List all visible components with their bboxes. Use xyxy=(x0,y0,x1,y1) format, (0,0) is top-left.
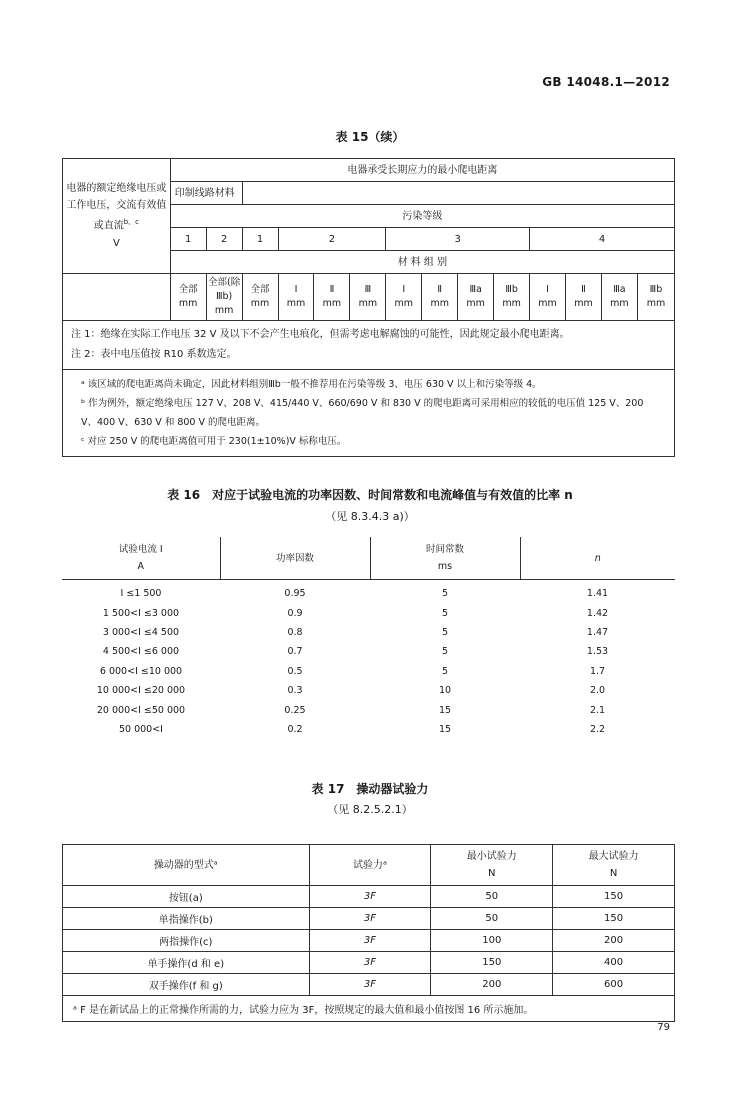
table17 xyxy=(62,844,675,1022)
header-power-factor: 功率因数 xyxy=(220,537,370,580)
table-row: 6 000<I ≤10 000 0.5 5 1.7 xyxy=(99,665,606,677)
table-row: 1 500<I ≤3 000 0.9 5 1.42 xyxy=(102,607,609,619)
pollution-level: 1 xyxy=(242,228,278,251)
table-row: 3 000<I ≤4 500 0.8 5 1.47 xyxy=(102,626,609,638)
footnote-b: ᵇ 作为例外，额定绝缘电压 127 V、208 V、415/440 V、660/690 V 和 830 V 的爬电距离可采用相应的较低的电压值 125 V、200 V、400 V、630 V 和 800 V 的爬电距离。 xyxy=(81,398,644,428)
creepage-main-header: 电器承受长期应力的最小爬电距离 xyxy=(170,159,674,182)
header-max-force: 最大试验力 N xyxy=(553,845,675,886)
pollution-level: 3 xyxy=(386,228,530,251)
table16 xyxy=(62,537,675,739)
pollution-level: 4 xyxy=(530,228,675,251)
material-col: Ⅰ mm xyxy=(386,274,422,321)
material-group-header: 材 料 组 别 xyxy=(170,251,674,274)
material-col: 全部(除Ⅲb) mm xyxy=(206,274,242,321)
header-ratio-n: n xyxy=(520,537,675,580)
header-test-force: 试验力ᵃ xyxy=(309,845,431,886)
pollution-level: 1 xyxy=(170,228,206,251)
footnote-c: ᶜ 对应 250 V 的爬电距离值可用于 230(1±10%)V 标称电压。 xyxy=(81,436,347,447)
footnote-a: ᵃ 该区域的爬电距离尚未确定，因此材料组别Ⅲb一般不推荐用在污染等级 3、电压 630 V 以上和污染等级 4。 xyxy=(81,379,542,390)
table-row: 按钮(a) 3F 50 150 xyxy=(63,886,675,908)
table-row: 50 000<I 0.2 15 2.2 xyxy=(118,723,606,735)
material-col: Ⅲb mm xyxy=(637,274,674,321)
header-time-constant: 时间常数 ms xyxy=(370,537,520,580)
material-col: Ⅲa mm xyxy=(458,274,494,321)
material-col: Ⅲb mm xyxy=(494,274,530,321)
table-row: 10 000<I ≤20 000 0.3 10 2.0 xyxy=(96,685,606,697)
table15-footnotes xyxy=(63,370,675,457)
header-current: 试验电流 I A xyxy=(62,537,220,580)
table17-footnote: ᵃ F 是在新试品上的正常操作所需的力，试验力应为 3F，按照规定的最大值和最小值按图 16 所示施加。 xyxy=(63,996,675,1022)
table15-notes xyxy=(63,321,675,370)
table-row: 单指操作(b) 3F 50 150 xyxy=(63,908,675,930)
header-min-force: 最小试验力 N xyxy=(431,845,553,886)
pollution-level: 2 xyxy=(278,228,386,251)
material-col: Ⅰ mm xyxy=(278,274,314,321)
material-col: Ⅰ mm xyxy=(530,274,566,321)
page-number: 79 xyxy=(657,1022,670,1033)
table-row: 20 000<I ≤50 000 0.25 15 2.1 xyxy=(96,704,606,716)
table15-title: 表 15（续） xyxy=(335,130,405,144)
material-col: 全部 mm xyxy=(170,274,206,321)
material-col: Ⅲa mm xyxy=(601,274,637,321)
material-col: Ⅱ mm xyxy=(566,274,602,321)
pollution-level: 2 xyxy=(206,228,242,251)
note-2: 注 2：表中电压值按 R10 系数选定。 xyxy=(71,349,237,360)
material-col: Ⅲ mm xyxy=(350,274,386,321)
material-col: Ⅱ mm xyxy=(314,274,350,321)
table-row: I ≤1 500 0.95 5 1.41 xyxy=(120,588,609,600)
table17-title: 表 17 操动器试验力 xyxy=(311,782,429,796)
material-col: 全部 mm xyxy=(242,274,278,321)
table-row: 4 500<I ≤6 000 0.7 5 1.53 xyxy=(102,646,609,658)
pollution-degree-header: 污染等级 xyxy=(170,205,674,228)
table17-subtitle: （见 8.2.5.2.1） xyxy=(327,803,413,816)
table-row: 双手操作(f 和 g) 3F 200 600 xyxy=(63,974,675,996)
note-1: 注 1：绝缘在实际工作电压 32 V 及以下不会产生电痕化，但需考虑电解腐蚀的可能性，因此规定最小爬电距离。 xyxy=(71,329,570,340)
table-row: 两指操作(c) 3F 100 200 xyxy=(63,930,675,952)
pcb-material-header: 印制线路材料 xyxy=(170,182,242,205)
table-row: 单手操作(d 和 e) 3F 150 400 xyxy=(63,952,675,974)
header-actuator-type: 操动器的型式ᵃ xyxy=(63,845,310,886)
table15 xyxy=(62,158,675,457)
material-col: Ⅱ mm xyxy=(422,274,458,321)
table16-title: 表 16 对应于试验电流的功率因数、时间常数和电流峰值与有效值的比率 n xyxy=(167,488,573,502)
voltage-header: 电器的额定绝缘电压或工作电压，交流有效值或直流$^{b、c}$ V xyxy=(63,159,171,274)
standard-number: GB 14048.1—2012 xyxy=(542,75,670,89)
table16-subtitle: （见 8.3.4.3 a)） xyxy=(325,510,415,523)
